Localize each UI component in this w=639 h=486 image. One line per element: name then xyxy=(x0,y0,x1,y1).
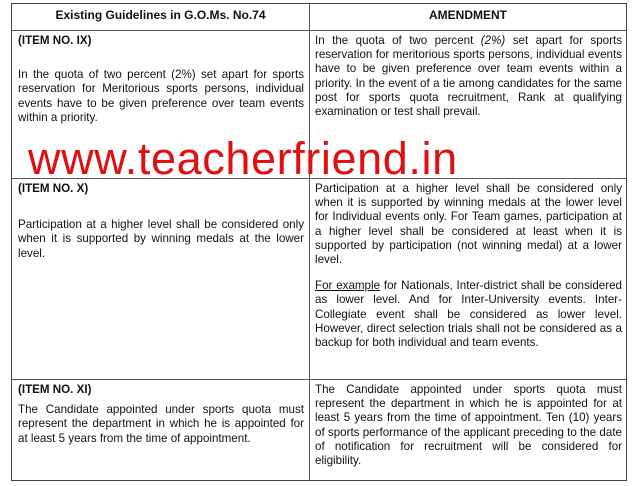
watermark-text: www.teacherfriend.in xyxy=(28,133,458,184)
amendment-text-ix-b: set apart for sports reservation for meritorious sports persons, individual events have to be given preference over team events within a priority. In the event of a tie among candidates for the same post for sports quota recruitment, Rank at qualifying examination or test shall prevail. xyxy=(315,34,622,119)
header-existing: Existing Guidelines in G.O.Ms. No.74 xyxy=(55,8,266,22)
row-ix-existing-cell xyxy=(18,34,304,125)
header-amendment: AMENDMENT xyxy=(429,8,507,22)
amendment-text-xi: The Candidate appointed under sports quota must represent the department in which he is appointed for at least 5 years from the time of appointment. Ten (10) years of sports performance of the applicant preceding to the date of notification for recruitment will be considered for eligibility. xyxy=(315,383,622,468)
header-divider xyxy=(12,30,626,31)
amendment-text-x-p2-body: for Nationals, Inter-district shall be considered as lower level. And for Inter-University events. Inter-Collegiate event shall be considered as lower level. However, direct selection trials shall not be considered as a backup for both individual and team events. xyxy=(315,279,622,350)
row-xi-existing-cell xyxy=(18,383,304,446)
row-divider-2 xyxy=(12,379,626,380)
amendment-text-ix-italic: (2%) xyxy=(480,34,506,47)
item-label-x: (ITEM NO. X) xyxy=(18,182,89,195)
amendment-text-x-p1: Participation at a higher level shall be considered only when it is supported by winning medals at the lower level for Individual events only. For Team games, participation at a higher level shall be considered at least when it is supported by participation (not winning medal) at a lower level. xyxy=(315,182,622,267)
existing-text-xi: The Candidate appointed under sports quota must represent the department in which he is appointed for at least 5 years from the time of appointment. xyxy=(18,403,304,445)
amendment-text-ix-a: In the quota of two percent xyxy=(315,34,481,47)
amendment-text-ix xyxy=(315,34,622,119)
existing-text-ix: In the quota of two percent (2%) set apart for sports reservation for Meritorious sports persons, individual events have to be given preference over team events within a priority. xyxy=(18,68,304,124)
item-label-xi: (ITEM NO. XI) xyxy=(18,383,92,396)
example-underline: For example xyxy=(315,279,381,293)
row-x-amendment-cell xyxy=(315,182,622,350)
existing-text-x: Participation at a higher level shall be considered only when it is supported by winning medals at the lower level. xyxy=(18,218,304,260)
row-x-existing-cell xyxy=(18,182,304,261)
item-label-ix: (ITEM NO. IX) xyxy=(18,34,92,47)
amendment-text-x-p2 xyxy=(315,279,622,350)
column-divider xyxy=(309,4,310,480)
guidelines-table xyxy=(11,3,627,481)
